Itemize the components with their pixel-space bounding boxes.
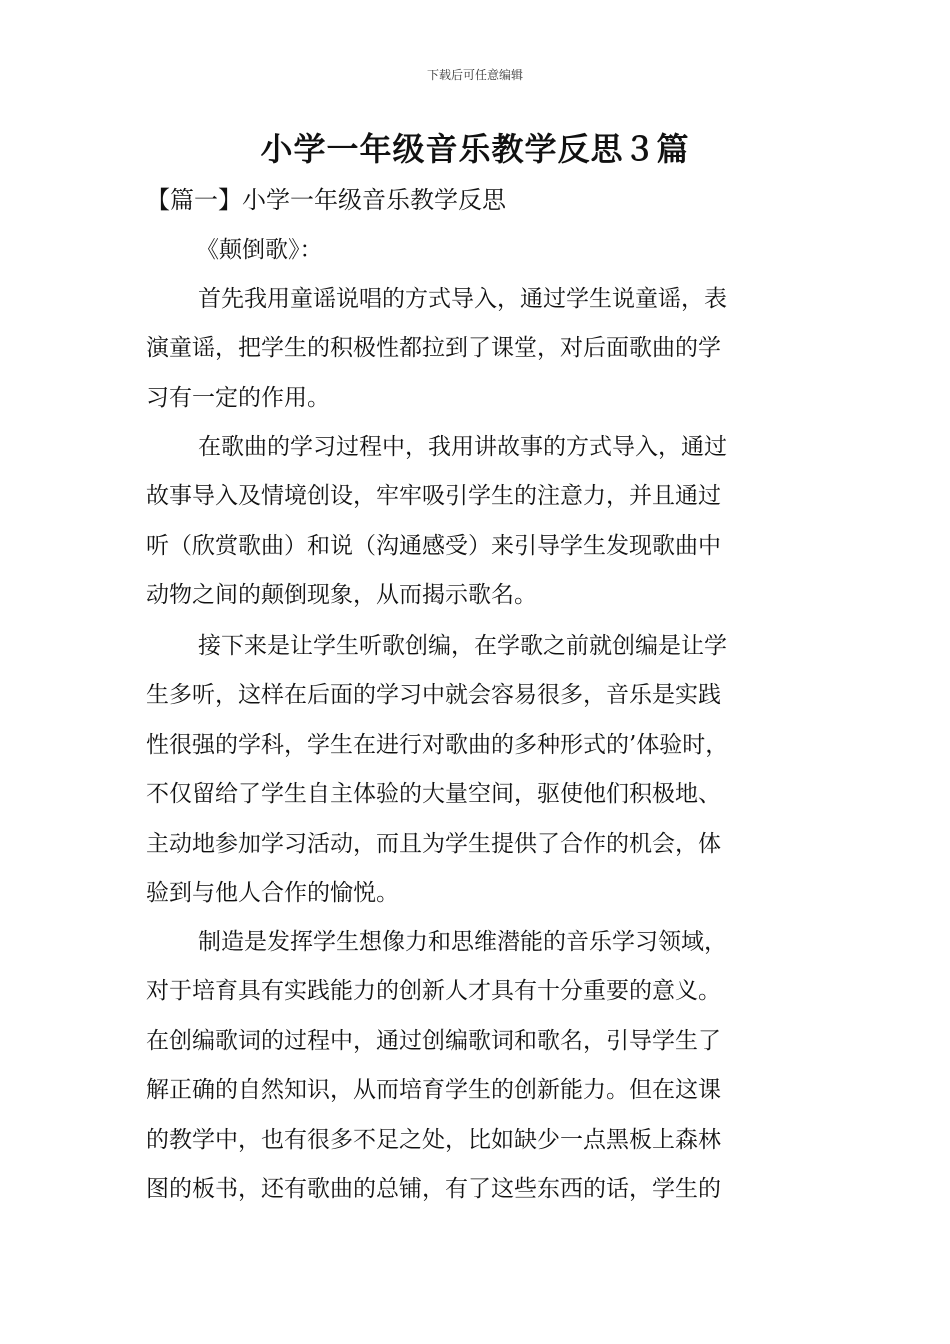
text-line: 生多听，这样在后面的学习中就会容易很多，音乐是实践 — [146, 682, 721, 709]
paragraph-1 — [146, 275, 822, 423]
text-line: 制造是发挥学生想像力和思维潜能的音乐学习领域， — [198, 929, 727, 955]
text-line: 性很强的学科，学生在进行对歌曲的多种形式的’体验时， — [146, 731, 729, 758]
paragraph-2 — [146, 423, 822, 621]
text-line: 不仅留给了学生自主体验的大量空间，驱使他们积极地、 — [146, 781, 721, 808]
text-line: 听（欣赏歌曲）和说（沟通感受）来引导学生发现歌曲中 — [146, 532, 721, 559]
text-line: 图的板书，还有歌曲的总铺，有了这些东西的话，学生的 — [146, 1175, 721, 1202]
text-line: 接下来是让学生听歌创编，在学歌之前就创编是让学 — [198, 633, 727, 659]
text-line: 的教学中，也有很多不足之处，比如缺少一点黑板上森林 — [146, 1126, 721, 1153]
text-line: 验到与他人合作的愉悦。 — [146, 879, 399, 906]
text-line: 解正确的自然知识，从而培育学生的创新能力。但在这课 — [146, 1077, 721, 1104]
document-title: 小学一年级音乐教学反思３篇 — [260, 130, 690, 168]
text-line: 主动地参加学习活动，而且为学生提供了合作的机会，体 — [146, 830, 721, 857]
header-note: 下载后可任意编辑 — [426, 68, 523, 82]
text-line: 动物之间的颠倒现象，从而揭示歌名。 — [146, 582, 537, 609]
song-title: 《颠倒歌》： — [196, 237, 323, 263]
text-line: 在歌曲的学习过程中，我用讲故事的方式导入，通过 — [198, 434, 727, 460]
paragraph-4 — [146, 918, 822, 1214]
text-line: 故事导入及情境创设，牢牢吸引学生的注意力，并且通过 — [146, 483, 721, 510]
section-heading: 【篇一】小学一年级音乐教学反思 — [146, 186, 506, 214]
text-line: 演童谣，把学生的积极性都拉到了课堂，对后面歌曲的学 — [146, 335, 721, 362]
text-line: 在创编歌词的过程中，通过创编歌词和歌名，引导学生了 — [146, 1027, 721, 1054]
text-line: 对于培育具有实践能力的创新人才具有十分重要的意义。 — [146, 978, 721, 1005]
paragraph-3 — [146, 622, 822, 918]
text-line: 习有一定的作用。 — [146, 384, 330, 411]
text-line: 首先我用童谣说唱的方式导入，通过学生说童谣，表 — [198, 286, 727, 312]
